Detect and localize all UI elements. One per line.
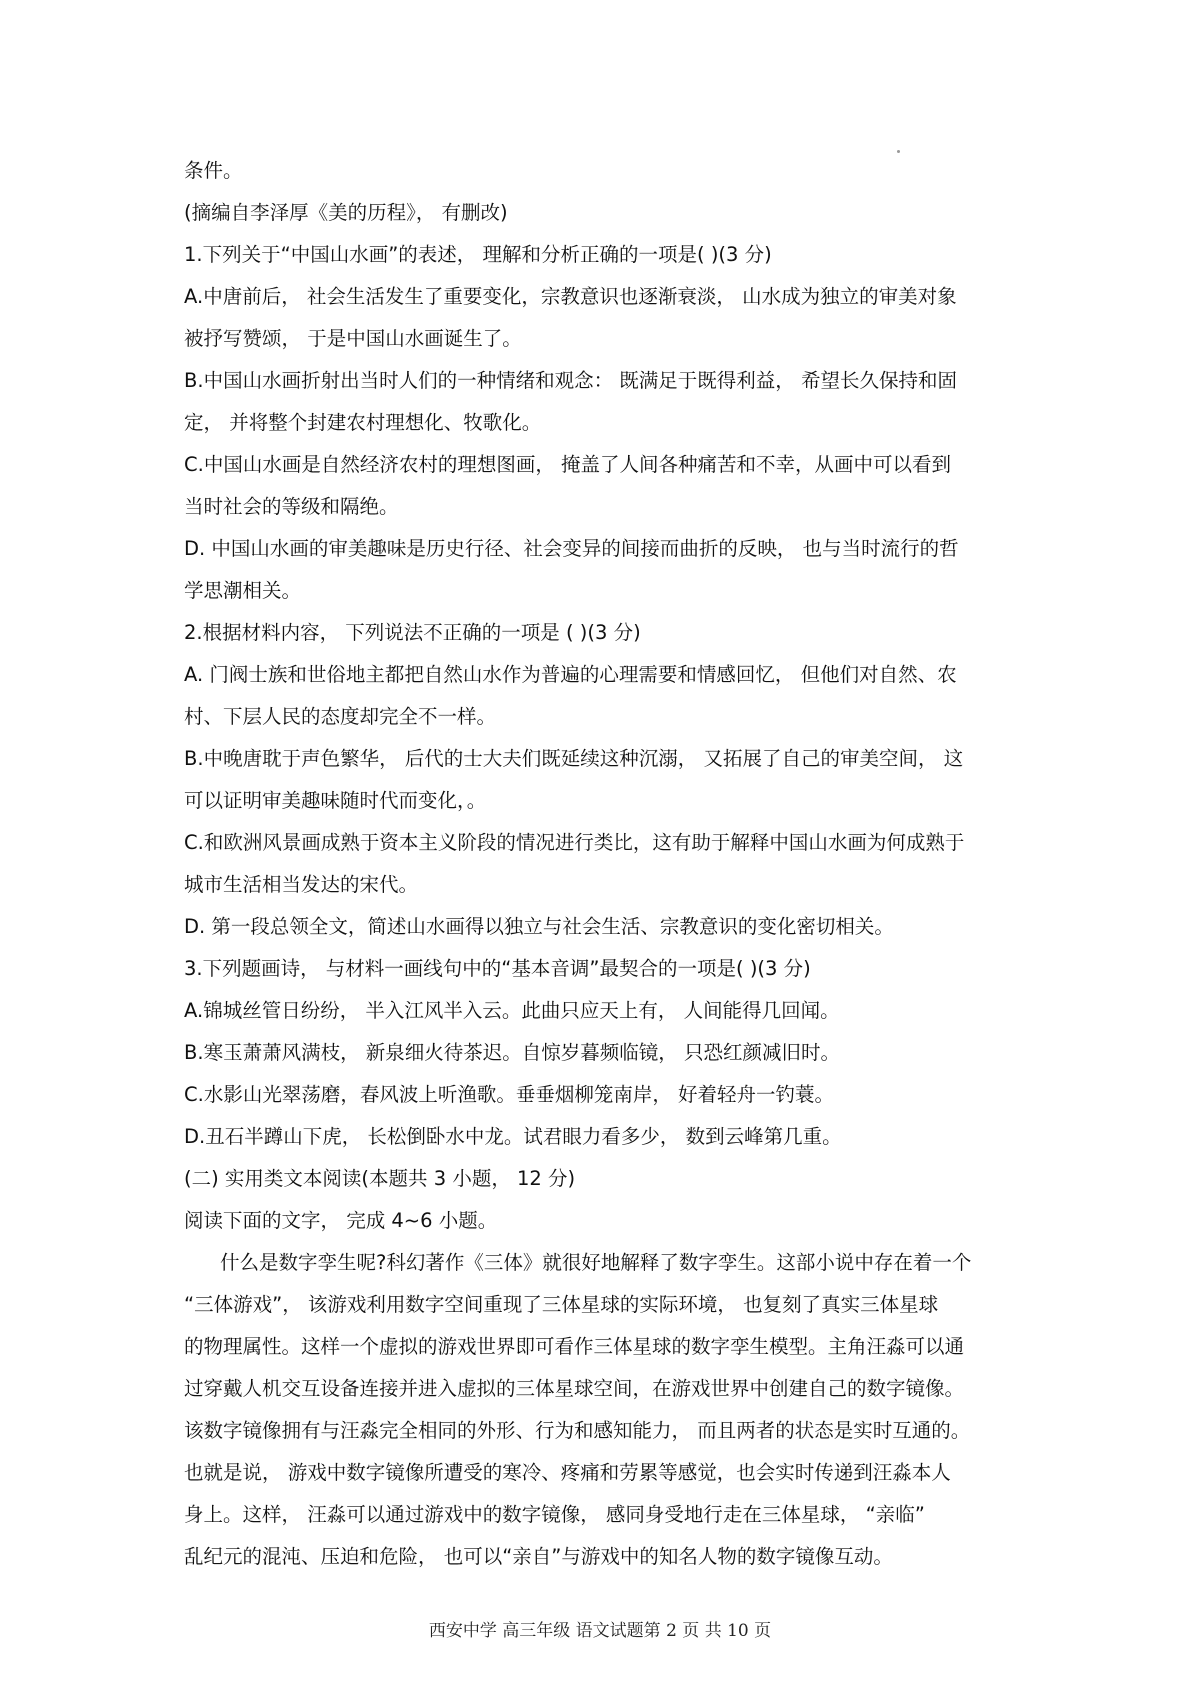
source-citation: (摘编自李泽厚《美的历程》， 有删改) (184, 201, 508, 224)
reading-instruction: 阅读下面的文字， 完成 4~6 小题。 (184, 1209, 498, 1232)
passage-line: 什么是数字孪生呢?科幻著作《三体》就很好地解释了数字孪生。这部小说中存在着一个 (220, 1251, 972, 1274)
question-1-option-d: D. 中国山水画的审美趣味是历史行径、社会变异的间接而曲折的反映， 也与当时流行的哲 (184, 537, 959, 560)
page-content (184, 150, 1034, 1578)
question-2-option-c: C.和欧洲风景画成熟于资本主义阶段的情况进行类比，这有助于解释中国山水画为何成熟于 (184, 831, 965, 854)
question-2-option-b-cont: 可以证明审美趣味随时代而变化，。 (184, 789, 487, 812)
question-1-option-d-cont: 学思潮相关。 (184, 579, 302, 602)
question-1-option-c-cont: 当时社会的等级和隔绝。 (184, 495, 399, 518)
question-1-stem: 1.下列关于“中国山水画”的表述， 理解和分析正确的一项是( )(3 分) (184, 243, 772, 266)
question-3-option-b: B.寒玉萧萧风满枝， 新泉细火待茶迟。自惊岁暮频临镜， 只恐红颜减旧时。 (184, 1041, 840, 1064)
passage-line: 该数字镜像拥有与汪淼完全相同的外形、行为和感知能力， 而且两者的状态是实时互通的。 (184, 1419, 971, 1442)
passage-line: 过穿戴人机交互设备连接并进入虚拟的三体星球空间，在游戏世界中创建自己的数字镜像。 (184, 1377, 965, 1400)
passage-line: 也就是说， 游戏中数字镜像所遭受的寒冷、疼痛和劳累等感觉，也会实时传递到汪淼本人 (184, 1461, 951, 1484)
question-1-option-a-cont: 被抒写赞颂， 于是中国山水画诞生了。 (184, 327, 522, 350)
question-1-option-b: B.中国山水画折射出当时人们的一种情绪和观念： 既满足于既得利益， 希望长久保持和固 (184, 369, 957, 392)
passage-line: “三体游戏”， 该游戏利用数字空间重现了三体星球的实际环境， 也复刻了真实三体星球 (184, 1293, 939, 1316)
question-2-option-a-cont: 村、下层人民的态度却完全不一样。 (184, 705, 497, 728)
question-1-option-a: A.中唐前后， 社会生活发生了重要变化，宗教意识也逐渐衰淡， 山水成为独立的审美对象 (184, 285, 957, 308)
question-3-stem: 3.下列题画诗， 与材料一画线句中的“基本音调”最契合的一项是( )(3 分) (184, 957, 811, 980)
question-3-option-c: C.水影山光翠荡磨，春风波上听渔歌。垂垂烟柳笼南岸， 好着轻舟一钓蓑。 (184, 1083, 835, 1106)
page-footer: 西安中学 高三年级 语文试题第 2 页 共 10 页 (428, 1621, 772, 1641)
passage-line: 身上。这样， 汪淼可以通过游戏中的数字镜像， 感同身受地行走在三体星球， “亲临” (184, 1503, 925, 1526)
question-2-option-a: A. 门阀士族和世俗地主都把自然山水作为普遍的心理需要和情感回忆， 但他们对自然、农 (184, 663, 957, 686)
passage-line: 乱纪元的混沌、压迫和危险， 也可以“亲自”与游戏中的知名人物的数字镜像互动。 (184, 1545, 893, 1568)
question-2-option-b: B.中晚唐耽于声色繁华， 后代的士大夫们既延续这种沉溺， 又拓展了自己的审美空间， 这 (184, 747, 964, 770)
passage-line: 的物理属性。这样一个虚拟的游戏世界即可看作三体星球的数字孪生模型。主角汪淼可以通 (184, 1335, 965, 1358)
question-3-option-a: A.锦城丝管日纷纷， 半入江风半入云。此曲只应天上有， 人间能得几回闻。 (184, 999, 840, 1022)
question-1-option-b-cont: 定， 并将整个封建农村理想化、牧歌化。 (184, 411, 542, 434)
question-2-stem: 2.根据材料内容， 下列说法不正确的一项是 ( )(3 分) (184, 621, 641, 644)
question-2-option-c-cont: 城市生活相当发达的宋代。 (184, 873, 419, 896)
question-1-option-c: C.中国山水画是自然经济农村的理想图画， 掩盖了人间各种痛苦和不幸，从画中可以看到 (184, 453, 952, 476)
question-2-option-d: D. 第一段总领全文，简述山水画得以独立与社会生活、宗教意识的变化密切相关。 (184, 915, 894, 938)
section-heading: (二) 实用类文本阅读(本题共 3 小题， 12 分) (184, 1167, 576, 1190)
question-3-option-d: D.丑石半蹲山下虎， 长松倒卧水中龙。试君眼力看多少， 数到云峰第几重。 (184, 1125, 842, 1148)
text-line: 条件。 (184, 159, 243, 182)
